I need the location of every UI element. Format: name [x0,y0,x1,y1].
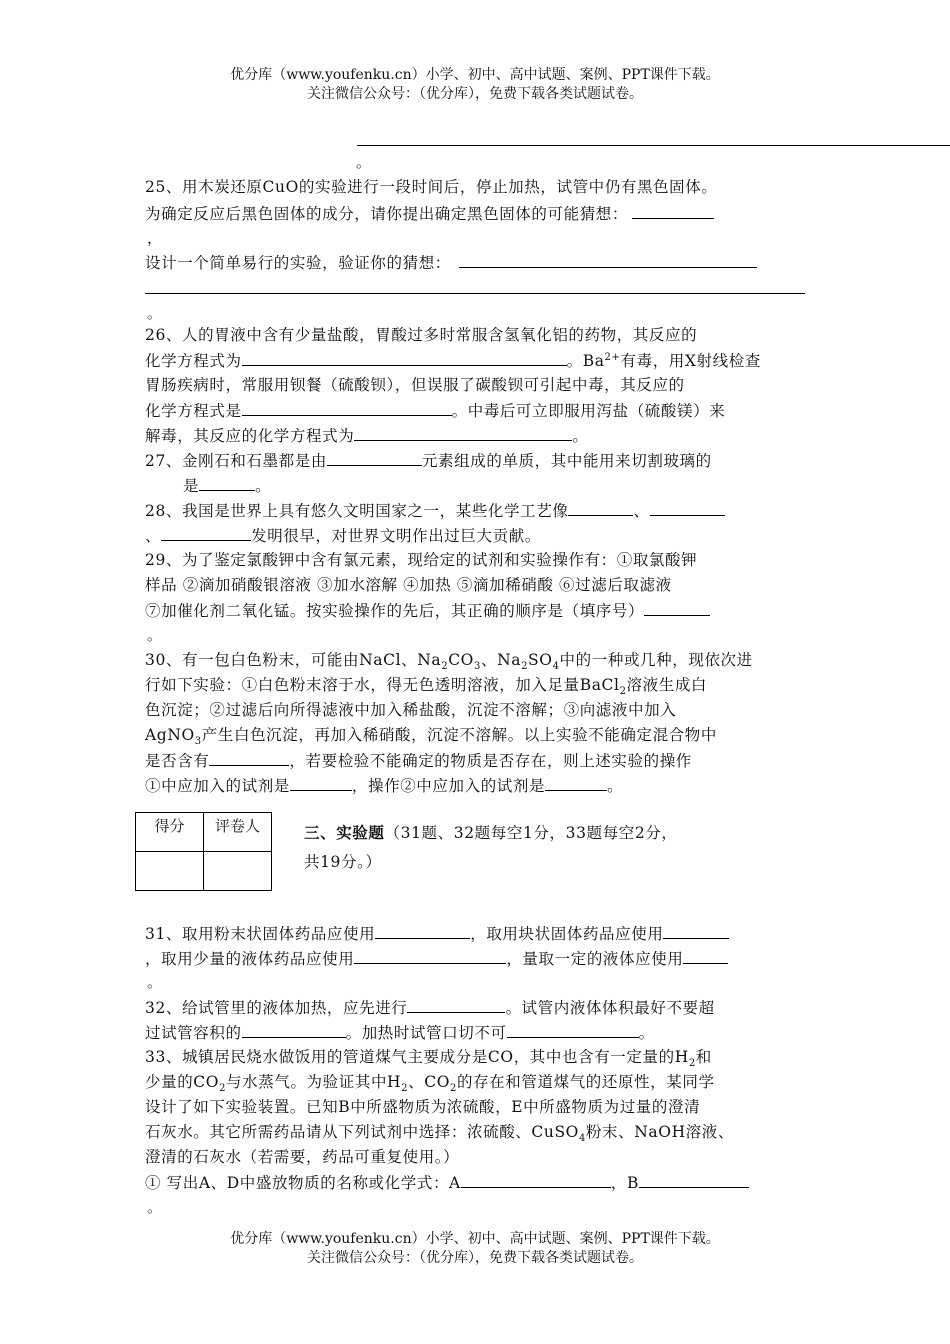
grader-cell[interactable] [204,852,272,891]
q32-line-2: 过试管容积的 。加热时试管口切不可 。 [145,1021,655,1044]
answer-blank[interactable] [568,499,633,516]
answer-blank[interactable] [650,499,725,516]
answer-blank[interactable] [199,474,255,491]
header-line-1: 优分库（www.youfenku.cn）小学、初中、高中试题、案例、PPT课件下载。 [230,67,720,83]
q33-line-5: 澄清的石灰水（若需要，药品可重复使用。） [145,1148,460,1166]
footer-line-1: 优分库（www.youfenku.cn）小学、初中、高中试题、案例、PPT课件下载。 [230,1231,720,1247]
punct-period: 。 [356,153,372,171]
q26-line-3: 胃肠疾病时，常服用钡餐（硫酸钡），但误服了碳酸钡可引起中毒，其反应的 [145,376,685,394]
answer-blank[interactable] [461,1171,611,1188]
q31-line-1: 31、取用粉末状固体药品应使用 ，取用块状固体药品应使用 [145,922,729,945]
q29-line-2: 样品 ②滴加硝酸银溶液 ③加水溶解 ④加热 ⑤滴加稀硝酸 ⑥过滤后取滤液 [145,576,672,594]
header-line-2: 关注微信公众号：（优分库），免费下载各类试题试卷。 [307,86,643,102]
answer-blank[interactable] [354,947,506,964]
answer-blank[interactable] [663,922,729,939]
q25-line-1: 25、用木炭还原CuO的实验进行一段时间后，停止加热，试管中仍有黑色固体。 [145,178,718,196]
section-3-title: 三、实验题（31题、32题每空1分，33题每空2分， [304,824,678,842]
top-rule [357,145,950,146]
answer-blank[interactable] [683,947,728,964]
q25-line-3: 设计一个简单易行的实验，验证你的猜想： [145,251,757,274]
answer-rule[interactable] [145,293,805,294]
q31-line-2: ，取用少量的液体药品应使用 ，量取一定的液体应使用 [145,947,728,970]
punct-period: 。 [147,626,163,644]
q30-line-3: 色沉淀；②过滤后向所得滤液中加入稀盐酸，沉淀不溶解；③向滤液中加入 [145,701,677,719]
score-cell[interactable] [136,852,204,891]
q30-line-2: 行如下实验：①白色粉末溶于水，得无色透明溶液，加入足量BaCl$_2$溶液生成白 [145,676,708,698]
section-3-desc: 共19分。） [304,853,382,871]
answer-blank[interactable] [644,599,710,616]
footer-line-2: 关注微信公众号：（优分库），免费下载各类试题试卷。 [307,1250,643,1266]
q28-line-1: 28、我国是世界上具有悠久文明国家之一，某些化学工艺像 、 [145,499,725,522]
q27-line-2: 是 。 [183,474,271,497]
q26-line-5: 解毒，其反应的化学方程式为 。 [145,424,588,447]
q26-line-1: 26、人的胃液中含有少量盐酸，胃酸过多时常服含氢氧化铝的药物，其反应的 [145,326,698,344]
q30-line-6: ①中应加入的试剂是 ，操作②中应加入的试剂是 。 [145,774,623,797]
punct-period: 。 [147,1198,163,1216]
q33-line-6: ① 写出A、D中盛放物质的名称或化学式：A ，B [145,1171,749,1194]
q33-line-3: 设计了如下实验装置。已知B中所盛物质为浓硫酸，E中所盛物质为过量的澄清 [145,1098,701,1116]
answer-blank[interactable] [407,996,505,1013]
q33-line-1: 33、城镇居民烧水做饭用的管道煤气主要成分是CO，其中也含有一定量的$H_2$和 [145,1048,712,1070]
answer-blank[interactable] [375,922,470,939]
answer-blank[interactable] [639,1171,749,1188]
answer-blank[interactable] [290,774,352,791]
punct-comma: ， [147,229,163,247]
answer-blank[interactable] [209,749,289,766]
answer-blank[interactable] [242,1021,346,1038]
q25-line-2: 为确定反应后黑色固体的成分，请你提出确定黑色固体的可能猜想： [145,202,714,225]
punct-period: 。 [147,304,163,322]
q30-line-4: AgNO$_3$产生白色沉淀，再加入稀硝酸，沉淀不溶解。以上实验不能确定混合物中 [145,726,717,748]
q30-line-5: 是否含有 ，若要检验不能确定的物质是否存在，则上述实验的操作 [145,749,692,772]
answer-blank[interactable] [327,449,422,466]
q33-line-2: 少量的$CO_2$与水蒸气。为验证其中$H_2$、$CO_2$的存在和管道煤气的还原性，某同学 [145,1073,715,1095]
answer-blank[interactable] [161,524,251,541]
q32-line-1: 32、给试管里的液体加热，应先进行 。试管内液体体积最好不要超 [145,996,715,1019]
answer-blank[interactable] [354,424,572,441]
score-header: 得分 [136,813,204,852]
punct-period: 。 [147,973,163,991]
answer-blank[interactable] [632,202,714,219]
q26-line-2: 化学方程式为 。$Ba^{2+}$有毒，用X射线检查 [145,349,761,372]
score-table [135,812,272,891]
q26-line-4: 化学方程式是 。中毒后可立即服用泻盐（硫酸镁）来 [145,399,725,422]
q27-line-1: 27、金刚石和石墨都是由 元素组成的单质，其中能用来切割玻璃的 [145,449,712,472]
q28-line-2: 、 发明很早，对世界文明作出过巨大贡献。 [145,524,541,547]
grader-header: 评卷人 [204,813,272,852]
answer-blank[interactable] [459,251,757,268]
answer-blank[interactable] [507,1021,639,1038]
answer-blank[interactable] [242,349,567,366]
q33-line-4: 石灰水。其它所需药品请从下列试剂中选择：浓硫酸、CuSO$_4$粉末、NaOH溶液、 [145,1123,734,1145]
q29-line-1: 29、为了鉴定氯酸钾中含有氯元素，现给定的试剂和实验操作有：①取氯酸钾 [145,551,698,569]
q29-line-3: ⑦加催化剂二氧化锰。按实验操作的先后，其正确的顺序是（填序号） [145,599,710,622]
answer-blank[interactable] [545,774,607,791]
answer-blank[interactable] [242,399,452,416]
q30-line-1: 30、有一包白色粉末，可能由NaCl、$Na_2CO_3$、$Na_2SO_4$中的一种或几种，现依次进 [145,651,753,673]
